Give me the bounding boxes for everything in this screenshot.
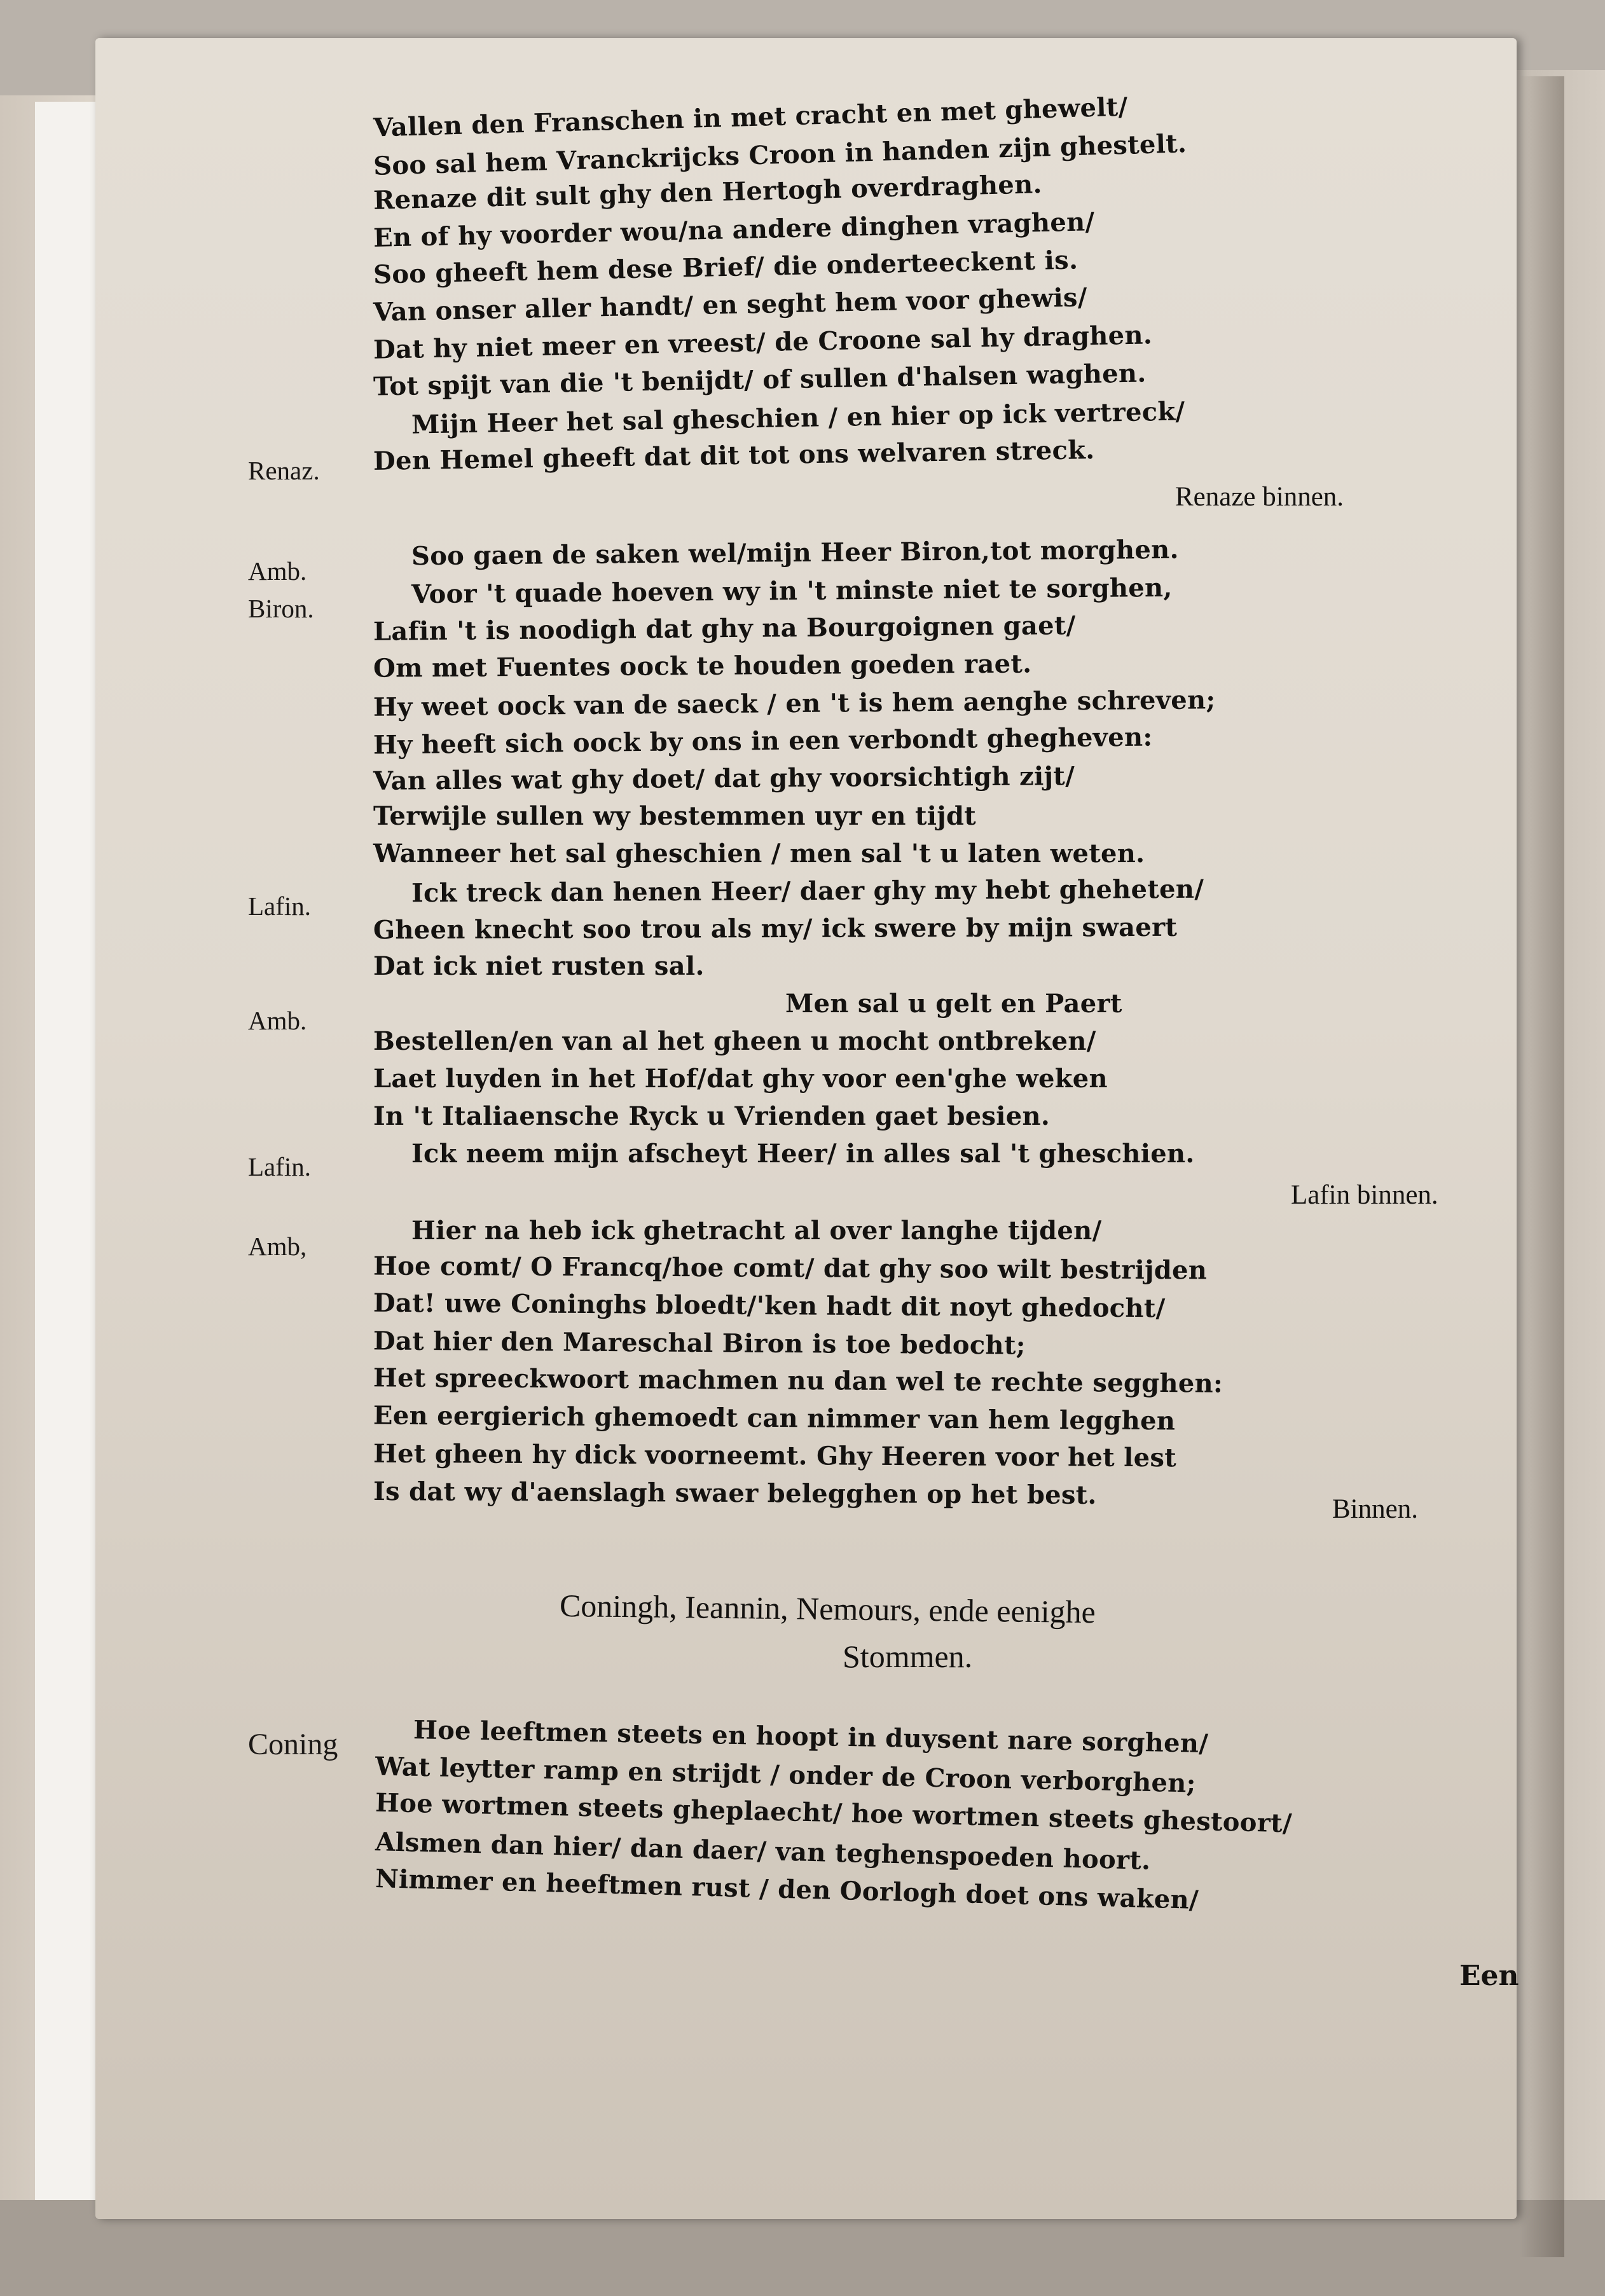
verse-line: Dat ick niet rusten sal. bbox=[373, 951, 705, 981]
verse-line: Voor 't quade hoeven wy in 't minste niet te sorghen, bbox=[411, 572, 1173, 610]
verse-line: Hy heeft sich oock by ons in een verbondt ghegheven: bbox=[373, 722, 1153, 760]
verse-line: Vallen den Franschen in met cracht en met ghewelt/ bbox=[373, 92, 1129, 143]
white-sheet bbox=[35, 102, 105, 2232]
verse-line: In 't Italiaensche Ryck u Vrienden gaet besien. bbox=[373, 1101, 1050, 1131]
verse-line: Van onser aller handt/ en seght hem voor ghewis/ bbox=[373, 282, 1088, 327]
speaker-lafin: Lafin. bbox=[248, 1152, 312, 1181]
verse-line: Dat hier den Mareschal Biron is toe bedocht; bbox=[373, 1326, 1026, 1361]
speaker-renaz: Renaz. bbox=[248, 456, 320, 485]
verse-line: Ick treck dan henen Heer/ daer ghy my hebt gheheten/ bbox=[411, 874, 1204, 909]
verse-line: Soo gaen de saken wel/mijn Heer Biron,tot morghen. bbox=[411, 534, 1179, 572]
stage-direction: Binnen. bbox=[1332, 1494, 1418, 1524]
verse-line: Hy weet oock van de saeck / en 't is hem aenghe schreven; bbox=[373, 685, 1216, 722]
verse-line: Hoe comt/ O Francq/hoe comt/ dat ghy soo wilt bestrijden bbox=[373, 1251, 1208, 1286]
stage-direction: Renaze binnen. bbox=[1175, 482, 1344, 512]
verse-line: Wanneer het sal gheschien / men sal 't u laten weten. bbox=[373, 839, 1145, 869]
verse-line: Wat leytter ramp en strijdt / onder de Croon verborghen; bbox=[375, 1751, 1197, 1799]
verse-line: Nimmer en heeftmen rust / den Oorlogh doet ons waken/ bbox=[375, 1864, 1199, 1915]
verse-line: Het gheen hy dick voorneemt. Ghy Heeren voor het lest bbox=[373, 1438, 1177, 1473]
verse-line: Hoe wortmen steets gheplaecht/ hoe wortmen steets ghestoort/ bbox=[375, 1787, 1293, 1839]
speaker-amb: Amb, bbox=[248, 1232, 307, 1261]
speaker-amb: Amb. bbox=[248, 1006, 307, 1035]
verse-line: Dat hy niet meer en vreest/ de Croone sal hy draghen. bbox=[373, 320, 1153, 365]
verse-line: Mijn Heer het sal gheschien / en hier op ick vertreck/ bbox=[411, 396, 1185, 440]
verse-line: Dat! uwe Coninghs bloedt/'ken hadt dit noyt ghedocht/ bbox=[373, 1288, 1166, 1324]
verse-line: Men sal u gelt en Paert bbox=[785, 989, 1122, 1019]
gutter-shadow bbox=[1520, 76, 1564, 2257]
speaker-lafin: Lafin. bbox=[248, 891, 312, 921]
scene-heading: Coningh, Ieannin, Nemours, ende eenighe bbox=[559, 1587, 1096, 1630]
speaker-amb: Amb. bbox=[248, 556, 307, 586]
verse-line: Ick neem mijn afscheyt Heer/ in alles sal 't gheschien. bbox=[411, 1139, 1195, 1169]
verse-line: Van alles wat ghy doet/ dat ghy voorsichtigh zijt/ bbox=[373, 761, 1075, 796]
verse-line: Het spreeckwoort machmen nu dan wel te rechte segghen: bbox=[373, 1363, 1223, 1399]
verse-line: Renaze dit sult ghy den Hertogh overdraghen. bbox=[373, 169, 1043, 216]
verse-line: Terwijle sullen wy bestemmen uyr en tijdt bbox=[373, 801, 977, 831]
verse-line: Hier na heb ick ghetracht al over langhe tijden/ bbox=[411, 1216, 1102, 1246]
verse-line: Soo gheeft hem dese Brief/ die onderteeckent is. bbox=[373, 245, 1078, 290]
verse-line: Alsmen dan hier/ dan daer/ van teghenspoeden hoort. bbox=[375, 1827, 1151, 1876]
verse-line: Gheen knecht soo trou als my/ ick swere by mijn swaert bbox=[373, 912, 1178, 945]
verse-line: Laet luyden in het Hof/dat ghy voor een'ghe weken bbox=[373, 1064, 1108, 1094]
verse-line: Is dat wy d'aenslagh swaer belegghen op het best. bbox=[373, 1476, 1097, 1510]
verse-line: Lafin 't is noodigh dat ghy na Bourgoignen gaet/ bbox=[373, 610, 1076, 647]
speaker-coning: Coning bbox=[248, 1728, 338, 1761]
verse-line: Soo sal hem Vranckrijcks Croon in handen zijn ghestelt. bbox=[373, 128, 1187, 181]
book-page bbox=[95, 38, 1517, 2219]
stage-direction: Lafin binnen. bbox=[1291, 1180, 1438, 1210]
verse-line: Hoe leeftmen steets en hoopt in duysent nare sorghen/ bbox=[413, 1715, 1209, 1759]
catchword: Een bbox=[1459, 1960, 1519, 1992]
scene-heading: Stommen. bbox=[843, 1639, 973, 1674]
verse-line: Om met Fuentes oock te houden goeden raet. bbox=[373, 649, 1032, 684]
verse-line: En of hy voorder wou/na andere dinghen vraghen/ bbox=[373, 207, 1095, 253]
speaker-biron: Biron. bbox=[248, 594, 314, 623]
verse-line: Een eergierich ghemoedt can nimmer van hem legghen bbox=[373, 1400, 1176, 1436]
verse-line: Den Hemel gheeft dat dit tot ons welvaren streck. bbox=[373, 435, 1095, 476]
verse-line: Bestellen/en van al het gheen u mocht ontbreken/ bbox=[373, 1026, 1096, 1056]
verse-line: Tot spijt van die 't benijdt/ of sullen d'halsen waghen. bbox=[373, 358, 1147, 402]
